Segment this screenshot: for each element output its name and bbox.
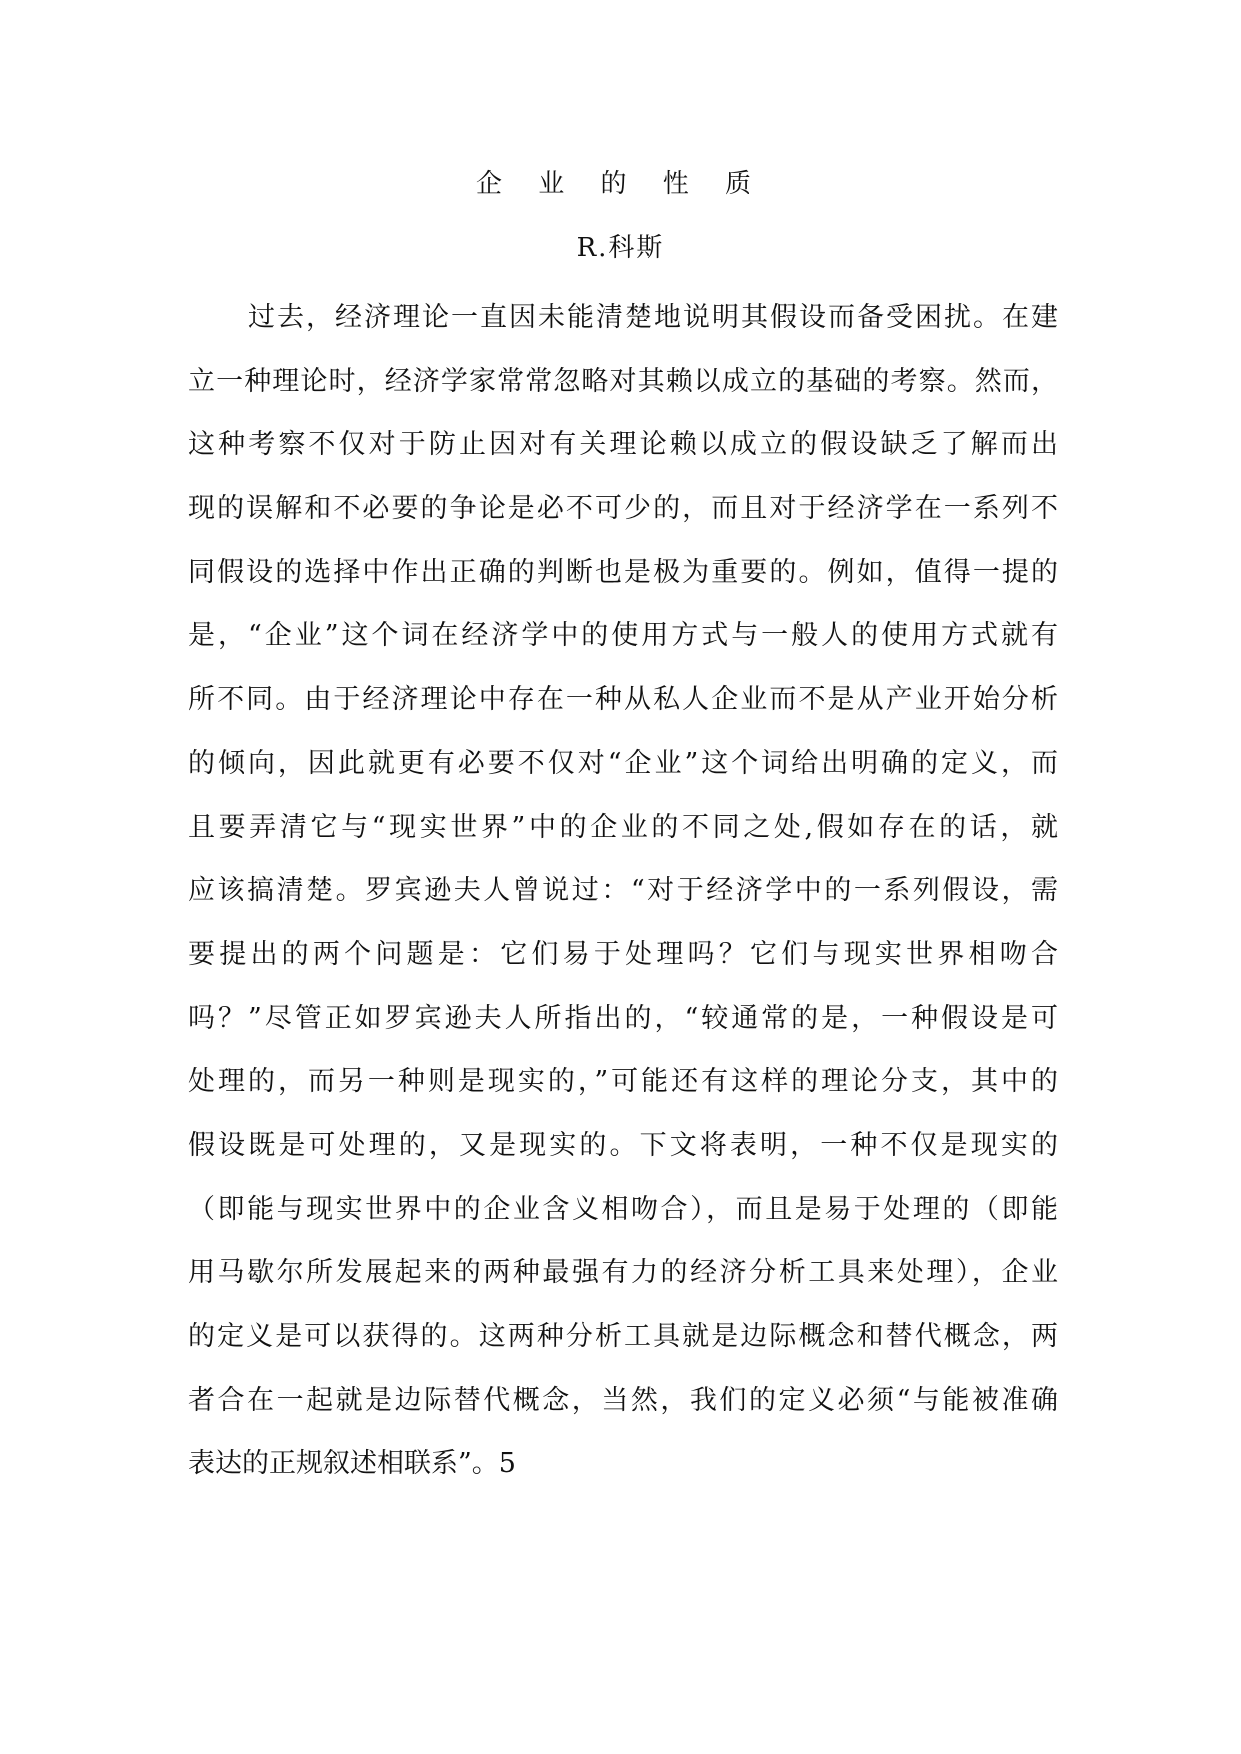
paragraph-line: 假设既是可处理的，又是现实的。下文将表明，一种不仅是现实的	[188, 1129, 1058, 1161]
paragraph-line: 是，“企业”这个词在经济学中的使用方式与一般人的使用方式就有	[188, 620, 1058, 652]
paragraph-line: 同假设的选择中作出正确的判断也是极为重要的。例如，值得一提的	[188, 556, 1058, 588]
paragraph-line: 的倾向，因此就更有必要不仅对“企业”这个词给出明确的定义，而	[188, 747, 1058, 779]
paragraph-line: 现的误解和不必要的争论是必不可少的，而且对于经济学在一系列不	[188, 493, 1058, 525]
document-title: 企 业 的 性 质	[475, 169, 766, 199]
paragraph-line: 吗？”尽管正如罗宾逊夫人所指出的，“较通常的是，一种假设是可	[188, 1002, 1058, 1034]
paragraph-line: 者合在一起就是边际替代概念，当然，我们的定义必须“与能被准确	[188, 1384, 1058, 1416]
paragraph-line: 立一种理论时，经济学家常常忽略对其赖以成立的基础的考察。然而，	[188, 365, 1058, 397]
body-paragraph	[188, 286, 1058, 1496]
paragraph-line: 用马歇尔所发展起来的两种最强有力的经济分析工具来处理），企业	[188, 1257, 1058, 1289]
paragraph-line: 且要弄清它与“现实世界”中的企业的不同之处,假如存在的话，就	[188, 811, 1058, 843]
paragraph-line: 处理的，而另一种则是现实的，”可能还有这样的理论分支，其中的	[188, 1066, 1058, 1098]
paragraph-line: 应该搞清楚。罗宾逊夫人曾说过：“对于经济学中的一系列假设，需	[188, 875, 1058, 907]
paragraph-line: 的定义是可以获得的。这两种分析工具就是边际概念和替代概念，两	[188, 1321, 1058, 1352]
paragraph-line: 过去，经济理论一直因未能清楚地说明其假设而备受困扰。在建	[248, 302, 1058, 333]
paragraph-line: 表达的正规叙述相联系”。5	[188, 1448, 516, 1480]
paragraph-line: （即能与现实世界中的企业含义相吻合），而且是易于处理的（即能	[188, 1193, 1058, 1225]
document-author: R.科斯	[576, 233, 665, 263]
paragraph-line: 所不同。由于经济理论中存在一种从私人企业而不是从产业开始分析	[188, 684, 1058, 716]
paragraph-line: 这种考察不仅对于防止因对有关理论赖以成立的假设缺乏了解而出	[188, 429, 1058, 461]
paragraph-line: 要提出的两个问题是：它们易于处理吗？它们与现实世界相吻合	[188, 938, 1058, 970]
